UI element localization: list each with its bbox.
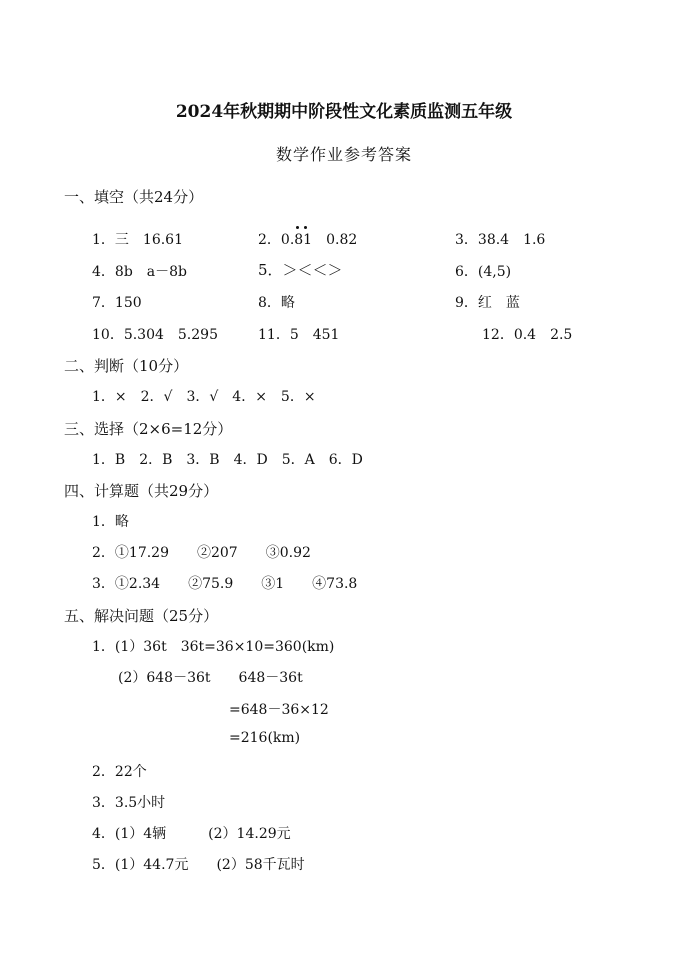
section-choice-heading: 三、选择（2×6=12分） [64,420,233,438]
answer-1-8: 8．略 [258,295,295,311]
section-problem-solving-heading: 五、解决问题（25分） [64,607,219,625]
answer-1-9: 9．红 蓝 [455,295,520,311]
answer-1-2-suffix: 0.82 [312,232,358,248]
problem-3-answer: 3．3.5小时 [92,795,166,811]
answer-1-3: 3．38.4 1.6 [455,232,546,248]
judgement-answers: 1．× 2．√ 3．√ 4．× 5．× [92,389,316,405]
recurring-digits: 81 [294,232,313,248]
problem-1-step-2: =216(km) [229,730,301,746]
answer-1-12: 12．0.4 2.5 [482,327,573,343]
calc-answer-3: 3．①2.34 ②75.9 ③1 ④73.8 [92,576,358,592]
problem-1-step-1: =648－36×12 [229,702,329,718]
calc-answer-2: 2．①17.29 ②207 ③0.92 [92,545,311,561]
section-calculation-heading: 四、计算题（共29分） [64,482,219,500]
page-title: 2024年秋期期中阶段性文化素质监测五年级 [175,102,513,122]
problem-1-part-2: (2）648－36t 648－36t [118,670,303,686]
answer-1-4: 4．8b a－8b [92,264,187,280]
repeating-decimal [294,232,312,248]
answer-1-2 [258,229,357,249]
choice-answers: 1．B 2．B 3．B 4．D 5．A 6．D [92,452,363,468]
answer-1-6: 6．(4,5) [455,264,512,280]
answer-1-1: 1．三 16.61 [92,232,183,248]
answer-1-7: 7．150 [92,295,142,311]
problem-2-answer: 2．22个 [92,764,147,780]
recurring-dot [304,226,307,229]
calc-answer-1: 1．略 [92,514,129,530]
section-fill-blank-heading: 一、填空（共24分） [64,188,204,206]
answer-1-10: 10．5.304 5.295 [92,327,218,343]
answer-1-2-prefix: 2．0. [258,232,295,248]
problem-5-answer: 5．(1）44.7元 (2）58千瓦时 [92,857,305,873]
answer-1-11: 11．5 451 [258,327,340,343]
answer-1-5: 5．＞＜＜＞ [258,261,343,279]
section-judgement-heading: 二、判断（10分） [64,357,189,375]
problem-4-answer: 4．(1）4辆 (2）14.29元 [92,826,291,842]
problem-1-part-1: 1．(1）36t 36t=36×10=360(km) [92,639,335,655]
page-subtitle: 数学作业参考答案 [275,145,412,164]
recurring-dot [296,226,299,229]
